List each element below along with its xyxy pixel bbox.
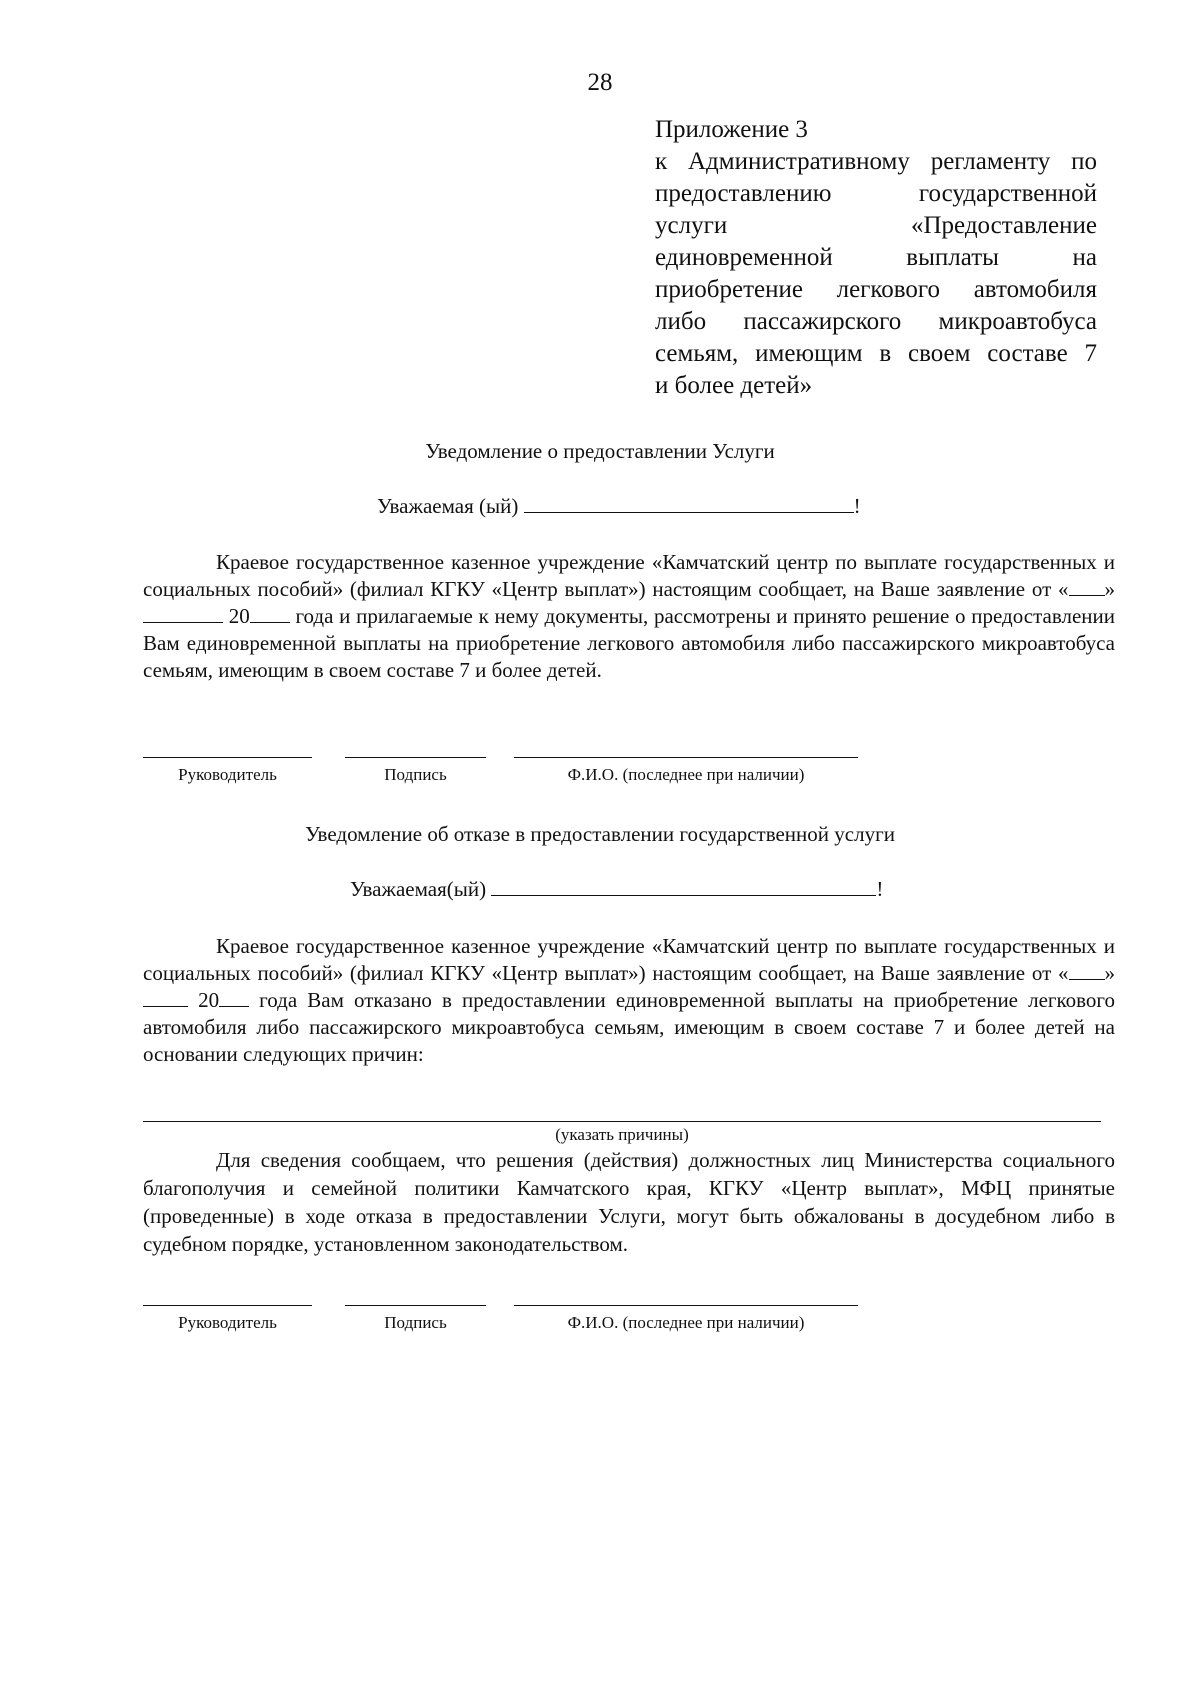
recipient-name-blank: [491, 877, 876, 896]
month-blank: [143, 606, 223, 623]
appendix-line: единовременной выплаты на: [655, 244, 1097, 271]
grant-title: Уведомление о предоставлении Услуги: [425, 439, 775, 463]
head-signature-line: [143, 1305, 312, 1306]
head-label: Руководитель: [178, 765, 277, 784]
sign-label: Подпись: [384, 765, 447, 784]
name-label: Ф.И.О. (последнее при наличии): [567, 1313, 805, 1332]
grant-greeting: [377, 493, 861, 519]
appendix-line: приобретение легкового автомобиля: [655, 276, 1097, 303]
day-blank: [1069, 963, 1105, 980]
grant-body-text: года и прилагаемые к нему документы, рассмотрены и принято решение о предоставлении Вам единовременной выплаты на приобретение легкового автомобиля либо пассажирского микроавтобуса семьям, имеющим в своем составе 7 и более детей.: [143, 604, 1115, 682]
appendix-line: семьям, имеющим в своем составе 7: [655, 340, 1097, 367]
page-number: 28: [587, 69, 613, 96]
head-label: Руководитель: [178, 1313, 277, 1332]
appendix-line: и более детей»: [655, 372, 813, 399]
greeting-exclamation: !: [876, 877, 884, 901]
appendix-line: Приложение 3: [655, 116, 808, 143]
name-signature-line: [514, 1305, 858, 1306]
appendix-line: услуги «Предоставление: [655, 212, 1097, 239]
appeal-text: Для сведения сообщаем, что решения (действия) должностных лиц Министерства социального благополучия и семейной политики Камчатского края, КГКУ «Центр выплат», МФЦ принятые (проведенные) в ходе отказа в предоставлении Услуги, могут быть обжалованы в досудебном либо в судебном порядке, установленном законодательством.: [143, 1148, 1115, 1256]
recipient-name-blank: [524, 494, 854, 513]
head-signature-line: [143, 757, 312, 758]
name-signature-line: [514, 757, 858, 758]
refusal-greeting: [350, 876, 883, 902]
month-blank: [143, 990, 188, 1007]
grant-body-text: 20: [223, 604, 250, 628]
grant-body: [143, 549, 1115, 684]
appendix-line: предоставлению государственной: [655, 180, 1097, 207]
refusal-body: [143, 933, 1115, 1068]
reason-label: (указать причины): [555, 1125, 689, 1144]
name-label: Ф.И.О. (последнее при наличии): [567, 765, 805, 784]
refusal-title: Уведомление об отказе в предоставлении государственной услуги: [305, 822, 895, 846]
day-blank: [1069, 579, 1105, 596]
greeting-label: Уважаемая(ый): [350, 877, 487, 901]
refusal-body-text: Краевое государственное казенное учреждение «Камчатский центр по выплате государственных и социальных пособий» (филиал КГКУ «Центр выплат») настоящим сообщает, на Ваше заявление от «: [143, 934, 1115, 985]
sign-label: Подпись: [384, 1313, 447, 1332]
greeting-label: Уважаемая (ый): [377, 494, 519, 518]
refusal-body-text: года Вам отказано в предоставлении единовременной выплаты на приобретение легкового автомобиля либо пассажирского микроавтобуса семьям, имеющим в своем составе 7 и более детей на основании следующих причин:: [143, 988, 1115, 1066]
year-blank: [250, 606, 290, 623]
greeting-exclamation: !: [853, 494, 861, 518]
appendix-header: [655, 114, 1097, 402]
grant-body-text: Краевое государственное казенное учреждение «Камчатский центр по выплате государственных и социальных пособий» (филиал КГКУ «Центр выплат») настоящим сообщает, на Ваше заявление от «: [143, 550, 1115, 601]
sign-signature-line: [345, 757, 486, 758]
appendix-line: либо пассажирского микроавтобуса: [655, 308, 1097, 335]
sign-signature-line: [345, 1305, 486, 1306]
reason-line: [143, 1121, 1101, 1122]
year-blank: [219, 990, 249, 1007]
refusal-body-text: 20: [188, 988, 220, 1012]
grant-body-text: »: [1104, 577, 1115, 601]
refusal-body-text: »: [1104, 961, 1115, 985]
appendix-line: к Административному регламенту по: [655, 148, 1097, 175]
